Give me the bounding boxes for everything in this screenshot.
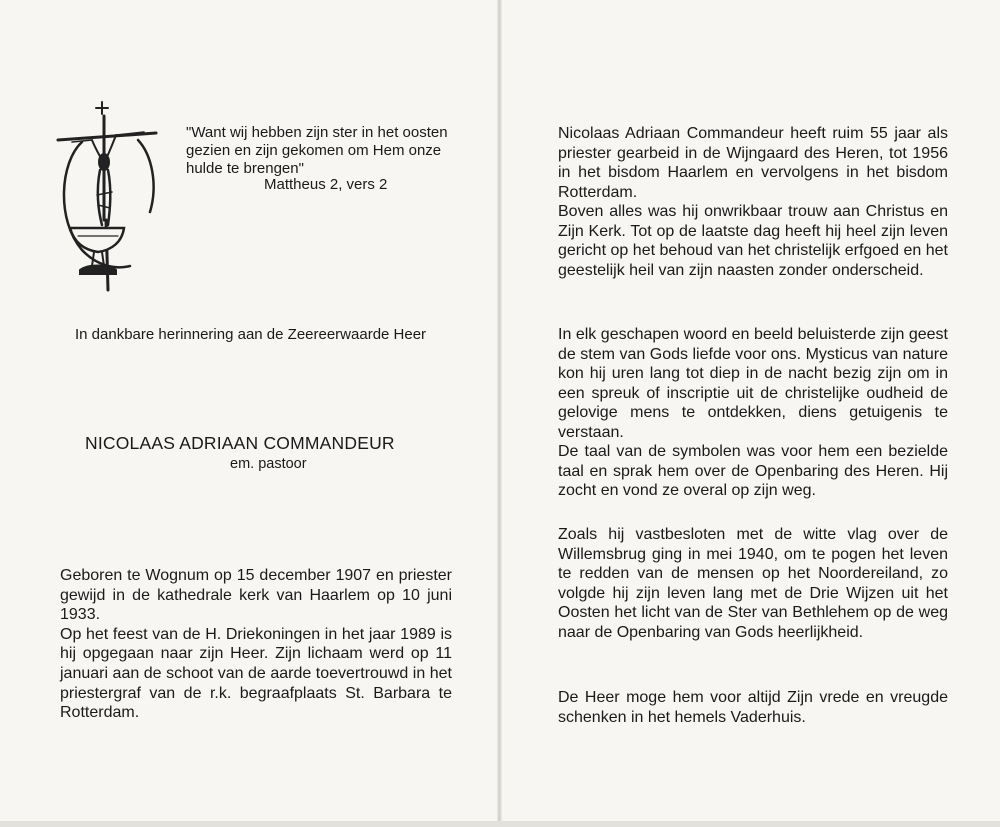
card-fold — [497, 0, 502, 827]
tribute-text: De Heer moge hem voor altijd Zijn vrede en vreugde schenken in het hemels Vaderhuis. — [558, 689, 948, 726]
biography — [60, 566, 452, 723]
bible-quote: "Want wij hebben zijn ster in het oosten gezien en zijn gekomen om Hem onze hulde te brengen" — [186, 124, 448, 177]
deceased-name: NICOLAAS ADRIAAN COMMANDEUR — [85, 433, 395, 453]
tribute-text: Boven alles was hij onwrikbaar trouw aan Christus en Zijn Kerk. Tot op de laatste dag heeft hij heel zijn leven gericht op het behoud van het christelijk erfgoed en het geestelijk heil van zijn naasten zonder onderscheid. — [558, 203, 948, 279]
dedication-line: In dankbare herinnering aan de Zeereerwaarde Heer — [75, 326, 427, 343]
tribute-text: In elk geschapen woord en beeld beluisterde zijn geest de stem van Gods liefde voor ons. Mysticus van nature kon hij uren lang tot diep in de nacht bezig zijn om in een spreuk of inscriptie uit de christelijke oudheid de gelovige mens te ontdekken, diens getuigenis te verstaan. — [558, 326, 948, 441]
tribute-text: Zoals hij vastbesloten met de witte vlag over de Willemsbrug ging in mei 1940, om te pogen het leven te redden van de mensen op het Noordereiland, zo volgde hij zijn leven lang met de Drie Wijzen uit het Oosten het licht van de Ster van Bethlehem op de weg naar de Openbaring van Gods heerlijkheid. — [558, 526, 948, 641]
biography-paragraph: Op het feest van de H. Driekoningen in het jaar 1989 is hij opgegaan naar zijn Heer. Zijn lichaam werd op 11 januari aan de schoot van de aarde toevertrouwd in het priestergraf van de r.k. begraafplaats St. Barbara te Rotterdam. — [60, 625, 452, 722]
tribute-paragraph-1 — [558, 124, 948, 280]
tribute-paragraph-2 — [558, 325, 948, 501]
tribute-paragraph-3 — [558, 525, 948, 642]
tribute-text: De taal van de symbolen was voor hem een bezielde taal en sprak hem over de Openbaring des Heren. Hij zocht en vond ze overal op zijn weg. — [558, 443, 948, 499]
biography-paragraph: Geboren te Wognum op 15 december 1907 en priester gewijd in de kathedrale kerk van Haarlem op 10 juni 1933. — [60, 567, 452, 624]
tribute-text: Nicolaas Adriaan Commandeur heeft ruim 55 jaar als priester gearbeid in de Wijngaard des Heren, tot 1956 in het bisdom Haarlem en vervolgens in het bisdom Rotterdam. — [558, 125, 948, 201]
scan-edge — [0, 821, 1000, 827]
quote-reference: Mattheus 2, vers 2 — [264, 176, 388, 193]
crucifix-star-chalice-icon — [52, 100, 162, 295]
deceased-role: em. pastoor — [230, 456, 307, 472]
tribute-paragraph-4 — [558, 688, 948, 727]
